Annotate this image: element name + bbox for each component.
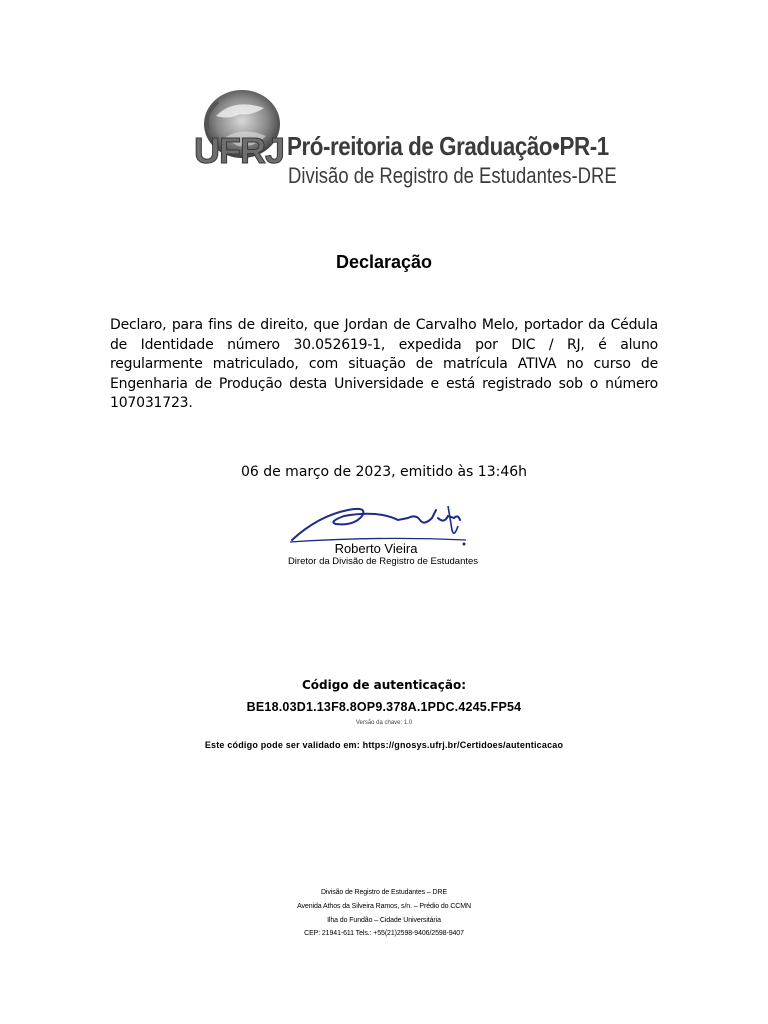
handwritten-signature — [288, 496, 478, 546]
footer-line: Divisão de Registro de Estudantes – DRE — [320, 889, 448, 896]
document-title: Declaração — [335, 252, 433, 272]
footer-address — [0, 886, 768, 941]
authentication-code: BE18.03D1.13F8.8OP9.378A.1PDC.4245.FP54 — [246, 700, 522, 714]
signatory-name: Roberto Vieira — [334, 541, 418, 556]
ufrj-logo-letters: UFRJ — [194, 130, 285, 171]
signatory-role: Diretor da Divisão de Registro de Estudantes — [287, 556, 479, 567]
authentication-label: Código de autenticação: — [301, 678, 467, 692]
key-version: Versão da chave: 1.0 — [355, 720, 413, 726]
division-heading: Divisão de Registro de Estudantes-DRE — [288, 163, 617, 188]
footer-line: Ilha do Fundão – Cidade Universitária — [327, 916, 441, 924]
issue-date: 06 de março de 2023, emitido às 13:46h — [240, 464, 528, 480]
validation-link-text: Este código pode ser validado em: https://gnosys.ufrj.br/Certidoes/autenticacao — [204, 740, 564, 750]
pro-reitoria-heading: Pró-reitoria de Graduação•PR-1 — [287, 131, 609, 161]
footer-line: Avenida Athos da Silveira Ramos, s/n. – Prédio do CCMN — [297, 902, 471, 910]
footer-line: CEP: 21941-611 Tels.: +55(21)2598-9406/2598-9407 — [304, 930, 464, 938]
signatory-role-wrap — [0, 556, 768, 567]
declaration-body: Declaro, para fins de direito, que Jordan de Carvalho Melo, portador da Cédula de Identidade número 30.052619-1, expedida por DIC / RJ, é aluno regularmente matriculado, com situação de matrícula ATIVA no curso de Engenharia de Produção desta Universidade e está registrado sob o número 107031723. — [110, 317, 658, 411]
signatory-name-wrap — [0, 541, 768, 556]
